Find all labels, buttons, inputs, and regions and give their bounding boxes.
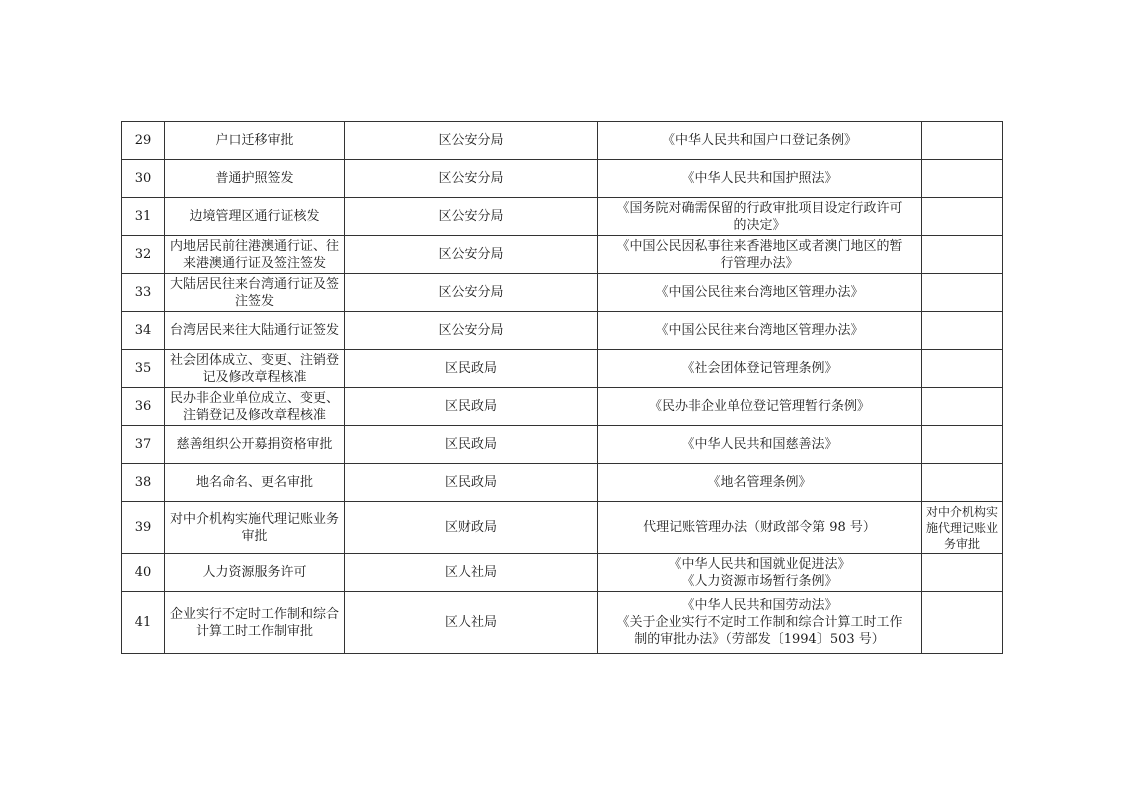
basis-line: 《中国公民往来台湾地区管理办法》 <box>655 323 864 338</box>
basis-line: 《民办非企业单位登记管理暂行条例》 <box>648 399 870 414</box>
item-name: 社会团体成立、变更、注销登记及修改章程核准 <box>165 350 345 388</box>
row-number: 39 <box>122 502 165 554</box>
table-row <box>122 388 1003 426</box>
legal-basis <box>598 198 922 236</box>
legal-basis <box>598 350 922 388</box>
department: 区民政局 <box>345 388 598 426</box>
legal-basis <box>598 312 922 350</box>
basis-line: 制的审批办法》（劳部发〔1994〕503 号） <box>634 632 885 647</box>
remarks <box>922 350 1003 388</box>
item-name: 慈善组织公开募捐资格审批 <box>165 426 345 464</box>
basis-line: 《国务院对确需保留的行政审批项目设定行政许可 <box>616 200 903 216</box>
department: 区公安分局 <box>345 122 598 160</box>
remarks <box>922 312 1003 350</box>
department: 区民政局 <box>345 426 598 464</box>
legal-basis <box>598 160 922 198</box>
table-row <box>122 312 1003 350</box>
department: 区公安分局 <box>345 236 598 274</box>
item-name: 大陆居民往来台湾通行证及签注签发 <box>165 274 345 312</box>
basis-line: 《中华人民共和国慈善法》 <box>681 437 838 452</box>
item-name: 民办非企业单位成立、变更、注销登记及修改章程核准 <box>165 388 345 426</box>
remarks <box>922 426 1003 464</box>
table-row <box>122 122 1003 160</box>
row-number: 30 <box>122 160 165 198</box>
table-row <box>122 464 1003 502</box>
legal-basis <box>598 592 922 654</box>
table-row <box>122 274 1003 312</box>
remarks <box>922 388 1003 426</box>
legal-basis <box>598 502 922 554</box>
item-name: 地名命名、更名审批 <box>165 464 345 502</box>
table-row <box>122 592 1003 654</box>
row-number: 38 <box>122 464 165 502</box>
item-name: 台湾居民来往大陆通行证签发 <box>165 312 345 350</box>
table-row <box>122 350 1003 388</box>
row-number: 41 <box>122 592 165 654</box>
item-name: 内地居民前往港澳通行证、往来港澳通行证及签注签发 <box>165 236 345 274</box>
remarks <box>922 198 1003 236</box>
legal-basis <box>598 122 922 160</box>
basis-line: 《中国公民往来台湾地区管理办法》 <box>655 285 864 300</box>
table-row <box>122 198 1003 236</box>
department: 区公安分局 <box>345 198 598 236</box>
department: 区人社局 <box>345 592 598 654</box>
approval-items-table <box>121 121 1003 654</box>
table-row <box>122 160 1003 198</box>
department: 区公安分局 <box>345 274 598 312</box>
row-number: 33 <box>122 274 165 312</box>
table-row <box>122 502 1003 554</box>
basis-line: 《中华人民共和国户口登记条例》 <box>661 133 857 148</box>
department: 区民政局 <box>345 464 598 502</box>
remarks <box>922 274 1003 312</box>
remarks <box>922 236 1003 274</box>
row-number: 40 <box>122 554 165 592</box>
basis-line: 《关于企业实行不定时工作制和综合计算工时工作 <box>616 615 903 630</box>
row-number: 31 <box>122 198 165 236</box>
table-row <box>122 554 1003 592</box>
department: 区财政局 <box>345 502 598 554</box>
remarks: 对中介机构实施代理记账业务审批 <box>922 502 1003 554</box>
row-number: 35 <box>122 350 165 388</box>
basis-line: 《中华人民共和国劳动法》 <box>681 598 838 613</box>
basis-line: 《地名管理条例》 <box>707 475 812 490</box>
basis-line: 《中华人民共和国就业促进法》 <box>668 556 851 572</box>
item-name: 企业实行不定时工作制和综合计算工时工作制审批 <box>165 592 345 654</box>
basis-line: 代理记账管理办法（财政部令第 98 号） <box>643 520 876 535</box>
row-number: 34 <box>122 312 165 350</box>
item-name: 普通护照签发 <box>165 160 345 198</box>
basis-line: 《中华人民共和国护照法》 <box>681 171 838 186</box>
legal-basis <box>598 554 922 592</box>
row-number: 36 <box>122 388 165 426</box>
item-name: 户口迁移审批 <box>165 122 345 160</box>
legal-basis <box>598 236 922 274</box>
remarks <box>922 464 1003 502</box>
basis-line: 行管理办法》 <box>720 255 799 271</box>
item-name: 人力资源服务许可 <box>165 554 345 592</box>
row-number: 37 <box>122 426 165 464</box>
basis-line: 《中国公民因私事往来香港地区或者澳门地区的暂 <box>616 238 903 254</box>
row-number: 32 <box>122 236 165 274</box>
legal-basis <box>598 426 922 464</box>
basis-line: 《社会团体登记管理条例》 <box>681 361 838 376</box>
row-number: 29 <box>122 122 165 160</box>
item-name: 边境管理区通行证核发 <box>165 198 345 236</box>
legal-basis <box>598 274 922 312</box>
remarks <box>922 122 1003 160</box>
remarks <box>922 160 1003 198</box>
department: 区公安分局 <box>345 160 598 198</box>
legal-basis <box>598 388 922 426</box>
table-row <box>122 426 1003 464</box>
basis-line: 《人力资源市场暂行条例》 <box>681 573 838 589</box>
item-name: 对中介机构实施代理记账业务审批 <box>165 502 345 554</box>
remarks <box>922 592 1003 654</box>
department: 区公安分局 <box>345 312 598 350</box>
department: 区人社局 <box>345 554 598 592</box>
remarks <box>922 554 1003 592</box>
department: 区民政局 <box>345 350 598 388</box>
legal-basis <box>598 464 922 502</box>
basis-line: 的决定》 <box>733 217 786 233</box>
table-row <box>122 236 1003 274</box>
